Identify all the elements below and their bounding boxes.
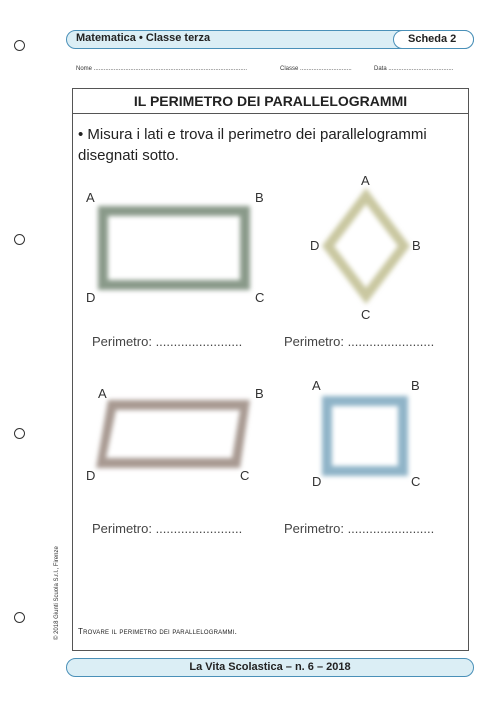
copyright: © 2018 Giunti Scuola S.r.l., Firenze — [54, 546, 60, 640]
rhombus-label-c: C — [361, 307, 371, 322]
parallelogram-label-d: D — [86, 468, 96, 483]
footer-text: La Vita Scolastica – n. 6 – 2018 — [189, 661, 351, 673]
rhombus-shape — [322, 188, 410, 304]
square-label-c: C — [411, 474, 421, 489]
rectangle-shape — [98, 206, 250, 290]
rhombus-label-a: A — [361, 173, 370, 188]
parallelogram-label-a: A — [98, 386, 107, 401]
subject-title: Matematica • Classe terza — [76, 32, 211, 44]
square-shape — [322, 396, 408, 476]
perimeter-line: Perimetro: ........................ — [92, 334, 243, 349]
class-field: Classe ............................... — [280, 66, 352, 72]
name-field: Nome ............................................................................................ — [76, 66, 248, 72]
rhombus-label-b: B — [412, 238, 421, 253]
perimeter-line: Perimetro: ........................ — [284, 334, 435, 349]
date-field: Data ....................................... — [374, 66, 454, 72]
rectangle-label-b: B — [255, 190, 264, 205]
parallelogram-shape — [96, 400, 250, 468]
instruction-text: • Misura i lati e trova il perimetro dei parallelogrammi disegnati sotto. — [78, 126, 427, 164]
sheet-number: Scheda 2 — [408, 33, 457, 45]
rectangle-label-d: D — [86, 290, 96, 305]
footer-note: Trovare il perimetro dei parallelogrammi. — [78, 627, 238, 636]
parallelogram-label-c: C — [240, 468, 250, 483]
parallelogram-label-b: B — [255, 386, 264, 401]
perimeter-line: Perimetro: ........................ — [284, 521, 435, 536]
rhombus-label-d: D — [310, 238, 320, 253]
square-label-b: B — [411, 378, 420, 393]
rectangle-label-a: A — [86, 190, 95, 205]
square-label-d: D — [312, 474, 322, 489]
square-label-a: A — [312, 378, 321, 393]
perimeter-line: Perimetro: ........................ — [92, 521, 243, 536]
page-title: IL PERIMETRO DEI PARALLELOGRAMMI — [133, 93, 408, 109]
rectangle-label-c: C — [255, 290, 265, 305]
